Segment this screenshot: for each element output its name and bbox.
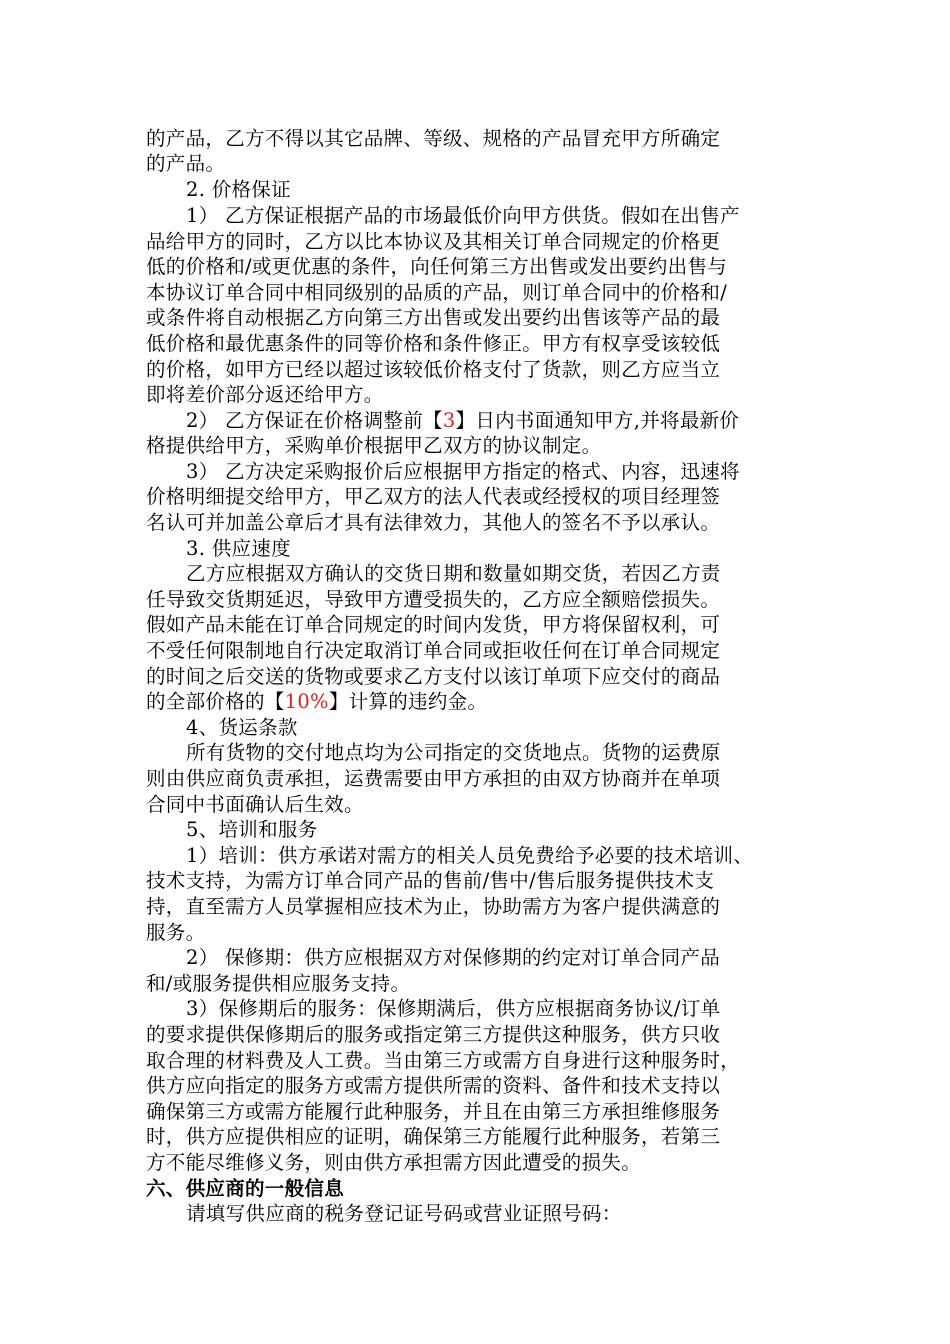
text-line: 2） 保修期：供方应根据双方对保修期的约定对订单合同产品 — [186, 946, 721, 969]
text-line: 3）保修期后的服务：保修期满后，供方应根据商务协议/订单 — [186, 997, 721, 1020]
text-span: 的全部价格的【 — [146, 690, 285, 713]
text-line: 持，直至需方人员掌握相应技术为止，协助需方为客户提供满意的 — [146, 895, 721, 918]
text-line: 服务。 — [146, 921, 206, 944]
text-line: 确保第三方或需方能履行此种服务，并且在由第三方承担维修服务 — [146, 1100, 721, 1123]
text-line: 取合理的材料费及人工费。当由第三方或需方自身进行这种服务时， — [146, 1049, 741, 1072]
text-line: 的时间之后交送的货物或要求乙方支付以该订单项下应交付的商品 — [146, 665, 721, 688]
text-span: 】计算的违约金。 — [328, 690, 488, 713]
section-heading-training: 5、培训和服务 — [186, 818, 318, 841]
text-line: 1）培训：供方承诺对需方的相关人员免费给予必要的技术培训、 — [186, 844, 754, 867]
text-line — [186, 408, 739, 434]
text-line: 时，供方应提供相应的证明，确保第三方能履行此种服务，若第三 — [146, 1125, 721, 1148]
text-line: 1） 乙方保证根据产品的市场最低价向甲方供货。假如在出售产 — [186, 204, 740, 227]
text-line: 请填写供应商的税务登记证号码或营业证照号码： — [186, 1202, 622, 1225]
text-line: 则由供应商负责承担，运费需要由甲方承担的由双方协商并在单项 — [146, 767, 721, 790]
highlight-percent: 10% — [284, 690, 329, 713]
text-line: 价格明细提交给甲方，甲乙双方的法人代表或经授权的项目经理签 — [146, 485, 721, 508]
text-line: 合同中书面确认后生效。 — [146, 793, 364, 816]
text-line: 任导致交货期延迟，导致甲方遭受损失的，乙方应全额赔偿损失。 — [146, 588, 721, 611]
text-line: 低的价格和/或更优惠的条件，向任何第三方出售或发出要约出售与 — [146, 255, 728, 278]
text-line: 的产品。 — [146, 152, 226, 175]
section-heading-supply: 3. 供应速度 — [186, 537, 291, 560]
text-line: 和/或服务提供相应服务支持。 — [146, 972, 411, 995]
text-line: 本协议订单合同中相同级别的品质的产品，则订单合同中的价格和/ — [146, 281, 728, 304]
section-heading-supplier-info: 六、供应商的一般信息 — [146, 1177, 345, 1200]
text-line: 名认可并加盖公章后才具有法律效力，其他人的签名不予以承认。 — [146, 511, 721, 534]
section-heading-price: 2. 价格保证 — [186, 178, 291, 201]
text-line: 或条件将自动根据乙方向第三方出售或发出要约出售该等产品的最 — [146, 306, 721, 329]
text-line: 品给甲方的同时，乙方以比本协议及其相关订单合同规定的价格更 — [146, 230, 721, 253]
text-span: 】日内书面通知甲方,并将最新价 — [455, 409, 740, 432]
text-line: 低价格和最优惠条件的同等价格和条件修正。甲方有权享受该较低 — [146, 332, 721, 355]
text-line: 假如产品未能在订单合同规定的时间内发货，甲方将保留权利，可 — [146, 613, 721, 636]
text-line: 乙方应根据双方确认的交货日期和数量如期交货，若因乙方责 — [186, 562, 721, 585]
text-line: 所有货物的交付地点均为公司指定的交货地点。货物的运费原 — [186, 741, 721, 764]
text-line: 不受任何限制地自行决定取消订单合同或拒收任何在订单合同规定 — [146, 639, 721, 662]
text-line: 技术支持，为需方订单合同产品的售前/售中/售后服务提供技术支 — [146, 869, 715, 892]
text-span: 2） 乙方保证在价格调整前【 — [186, 409, 443, 432]
text-line: 格提供给甲方，采购单价根据甲乙双方的协议制定。 — [146, 434, 602, 457]
section-heading-shipping: 4、货运条款 — [186, 716, 298, 739]
text-line: 供方应向指定的服务方或需方提供所需的资料、备件和技术支持以 — [146, 1074, 721, 1097]
highlight-days: 3 — [442, 409, 456, 432]
text-line: 方不能尽维修义务，则由供方承担需方因此遭受的损失。 — [146, 1151, 642, 1174]
text-line: 3） 乙方决定采购报价后应根据甲方指定的格式、内容，迅速将 — [186, 460, 740, 483]
text-line: 的要求提供保修期后的服务或指定第三方提供这种服务，供方只收 — [146, 1023, 721, 1046]
text-line: 的价格，如甲方已经以超过该较低价格支付了货款，则乙方应当立 — [146, 358, 721, 381]
text-line: 即将差价部分返还给甲方。 — [146, 383, 384, 406]
text-line — [146, 689, 487, 715]
text-line: 的产品，乙方不得以其它品牌、等级、规格的产品冒充甲方所确定 — [146, 127, 721, 150]
